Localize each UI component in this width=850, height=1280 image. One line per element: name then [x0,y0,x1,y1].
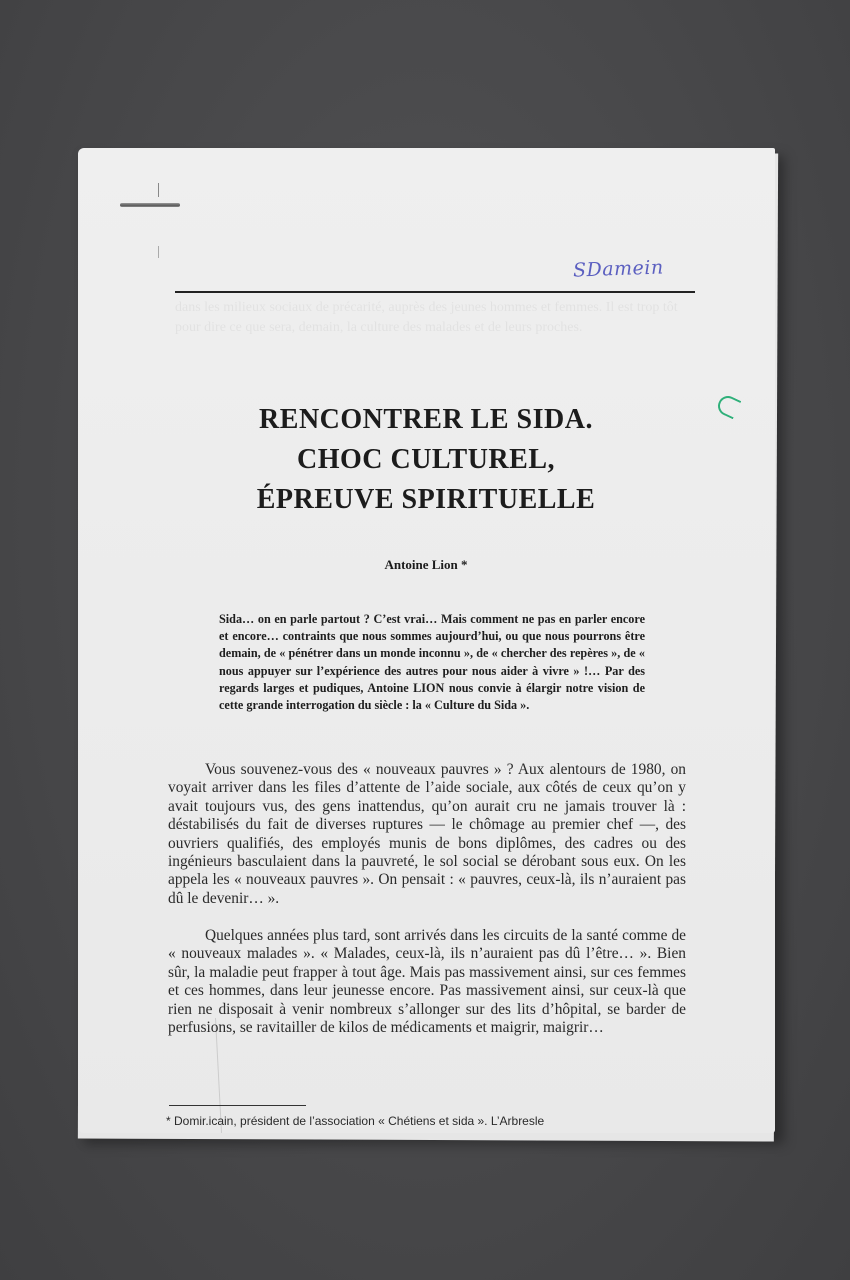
article-title [156,400,696,520]
document-page [78,148,775,1133]
margin-mark [158,246,159,258]
body-paragraph [168,761,686,908]
handwritten-signature: SDamein [572,256,665,282]
abstract: Sida… on en parle partout ? C’est vrai… Mais comment ne pas en parler encore et encore… contraints que nous sommes aujourd’hui, ou que nous pourrons être demain, de « pénétrer dans un monde inconnu », de « chercher des repères », de « nous appuyer sur l’expérience des autres pour nous aider à vivre » !… Par des regards larges et pudiques, Antoine LION nous convie à élargir notre vision de cette grande interrogation du siècle : la « Culture du Sida ». [219,612,645,713]
title-line: CHOC CULTUREL, [296,444,555,475]
title-line: RENCONTRER LE SIDA. [259,404,593,435]
margin-mark [158,183,159,197]
header-rule [175,291,695,293]
footnote-rule [169,1105,306,1106]
body-paragraph [168,927,686,1037]
staple-icon [120,203,180,207]
paragraph-text: Vous souvenez-vous des « nouveaux pauvres » ? Aux alentours de 1980, on voyait arriver dans les files d’attente de l’aide sociale, aux côtés de ceux qu’on y avait toujours vus, des gens inattendus, qu’on aurait cru ne jamais trouver là : déstabilisés du fait de diverses ruptures — le chômage au premier chef —, des ouvriers qualifiés, des employés munis de bons diplômes, des cadres ou des ingénieurs basculaient dans la pauvreté, le sol social se dérobant sous eux. On les appela les « nouveaux pauvres ». On pensait : « pauvres, ceux-là, ils n’auraient pas dû le devenir… ». [168,761,686,907]
paragraph-text: Quelques années plus tard, sont arrivés dans les circuits de la santé comme de « nouveaux malades ». « Malades, ceux-là, ils n’auraient pas dû l’être… ». Bien sûr, la maladie peut frapper à tout âge. Mais pas massivement ainsi, sur ces femmes et ces hommes, dans leur jeunesse encore. Pas massivement ainsi, sur ceux-là que rien ne disposait à venir nombreux s’allonger sur des lits d’hôpital, se barder de perfusions, se ravitailler de kilos de médicaments et maigrir, maigrir… [168,927,686,1037]
footnote: * Domir.icain, président de l’association « Chétiens et sida ». L’Arbresle [166,1114,545,1128]
title-line: ÉPREUVE SPIRITUELLE [256,484,596,515]
bleed-through-text: dans les milieux sociaux de précarité, auprès des jeunes hommes et femmes. Il est trop tôt pour dire ce que sera, demain, la culture des malades et de leurs proches. [175,300,678,335]
green-pen-mark-icon [715,393,742,420]
author-byline: Antoine Lion * [384,557,468,572]
